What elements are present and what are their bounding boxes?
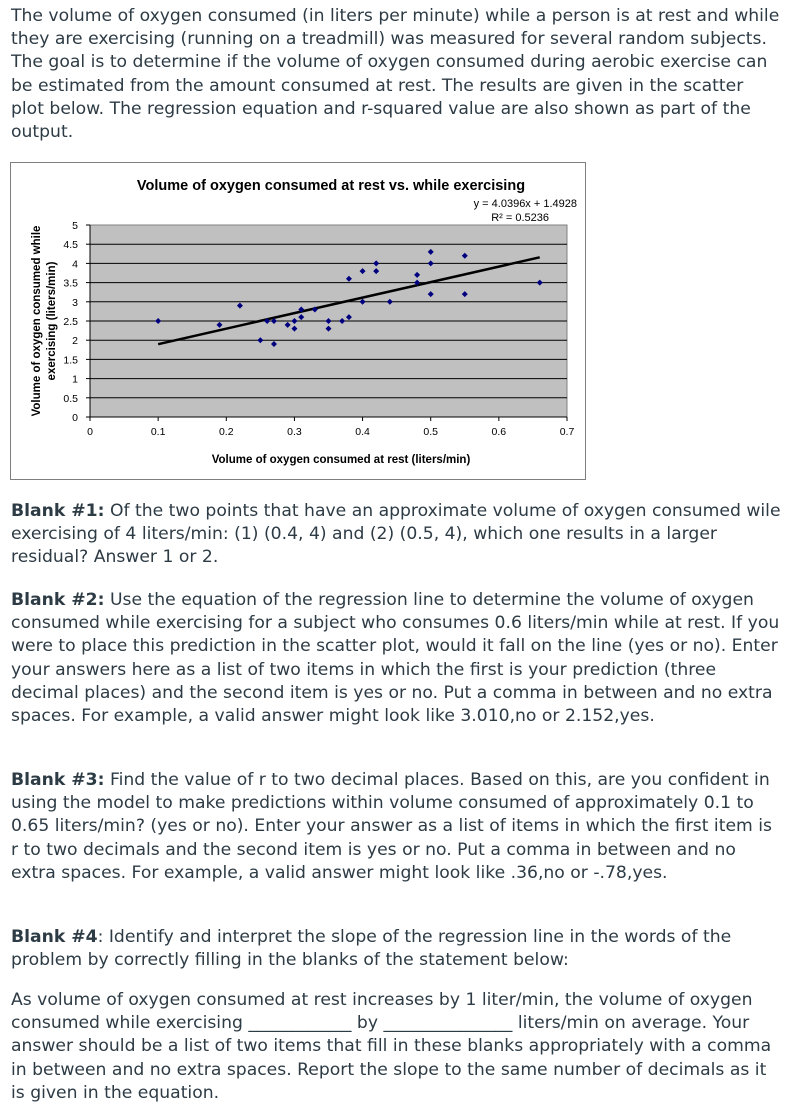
chart-title: Volume of oxygen consumed at rest vs. while exercising xyxy=(136,178,526,194)
blank-4-label: Blank #4 xyxy=(11,927,98,947)
y-tick-label: 3.5 xyxy=(63,277,78,290)
y-axis-label-line1: Volume of oxygen consumed while xyxy=(31,225,43,417)
blank-2-text: Use the equation of the regression line to determine the volume of oxygen consumed while exercising for a subject who consumes 0.6 liters/min while at rest. If you were to place this prediction in the scatter plot, would it fall on the line (yes or no). Enter your answers here as a list of two items in which the first is your prediction (three decimal places) and the second item is yes or no. Put a comma in between and no extra spaces. For example, a valid answer might look like 3.010,no or 2.152,yes. xyxy=(11,590,780,727)
x-tick-label: 0.4 xyxy=(355,426,370,438)
x-tick-label: 0.6 xyxy=(491,426,507,438)
blank-4-text: : Identify and interpret the slope of the regression line in the words of the problem by correctly filling in the blanks of the statement below: xyxy=(11,927,732,971)
scatter-chart xyxy=(10,162,586,480)
blank-4-question xyxy=(11,926,781,972)
blank-2-question xyxy=(11,589,781,728)
y-tick-label: 4 xyxy=(72,258,78,271)
blank-4-statement-text: As volume of oxygen consumed at rest increases by 1 liter/min, the volume of oxygen consumed while exercising ____________ by _______________ liters/min on average. Your answer should be a list of two items that fill in these blanks appropriately with a comma in between and no extra spaces. Report the slope to the same number of decimals as it is given in the equation. xyxy=(11,990,772,1103)
y-tick-label: 1 xyxy=(72,373,78,386)
x-tick-label: 0 xyxy=(87,426,93,438)
blank-3-text: Find the value of r to two decimal places. Based on this, are you confident in using the model to make predictions within volume consumed of approximately 0.1 to 0.65 liters/min? (yes or no). Enter your answer as a list of items in which the first item is r to two decimals and the second item is yes or no. Put a comma in between and no extra spaces. For example, a valid answer might look like .36,no or -.78,yes. xyxy=(11,770,772,883)
x-axis-label: Volume of oxygen consumed at rest (liters/min) xyxy=(211,454,471,466)
x-tick-label: 0.5 xyxy=(423,426,439,438)
x-tick-label: 0.1 xyxy=(150,426,166,438)
blank-1-text: Of the two points that have an approximate volume of oxygen consumed wile exercising of 4 liters/min: (1) (0.4, 4) and (2) (0.5, 4), which one results in a larger residual? Answer 1 or 2. xyxy=(11,501,781,568)
x-tick-label: 0.3 xyxy=(287,426,302,438)
x-tick-label: 0.2 xyxy=(218,426,234,438)
blank-3-question xyxy=(11,769,781,885)
plot-layer xyxy=(63,220,574,438)
y-tick-label: 0 xyxy=(72,412,78,424)
y-tick-label: 4.5 xyxy=(63,239,78,252)
intro-text: The volume of oxygen consumed (in liters per minute) while a person is at rest and while they are exercising (running on a treadmill) was measured for several random subjects. The goal is to determine if the volume of oxygen consumed during aerobic exercise can be estimated from the amount consumed at rest. The results are given in the scatter plot below. The regression equation and r-squared value are also shown as part of the output. xyxy=(11,6,780,143)
intro-paragraph xyxy=(11,5,781,144)
chart-svg xyxy=(11,163,587,481)
y-tick-label: 3 xyxy=(72,296,78,309)
blank-1-label: Blank #1: xyxy=(11,501,105,521)
y-tick-label: 5 xyxy=(72,220,78,232)
regression-equation: y = 4.0396x + 1.4928 xyxy=(473,198,577,210)
y-tick-label: 1.5 xyxy=(63,354,78,367)
blank-1-question xyxy=(11,500,781,570)
blank-4-statement xyxy=(11,989,781,1105)
x-tick-label: 0.7 xyxy=(559,426,575,438)
y-tick-label: 0.5 xyxy=(63,392,78,405)
y-tick-label: 2 xyxy=(72,335,78,348)
blank-3-label: Blank #3: xyxy=(11,770,105,790)
y-tick-label: 2.5 xyxy=(63,316,78,328)
r-squared: R² = 0.5236 xyxy=(491,212,549,224)
blank-2-label: Blank #2: xyxy=(11,590,105,610)
y-axis-label-line2: exercising (liters/min) xyxy=(46,261,58,381)
